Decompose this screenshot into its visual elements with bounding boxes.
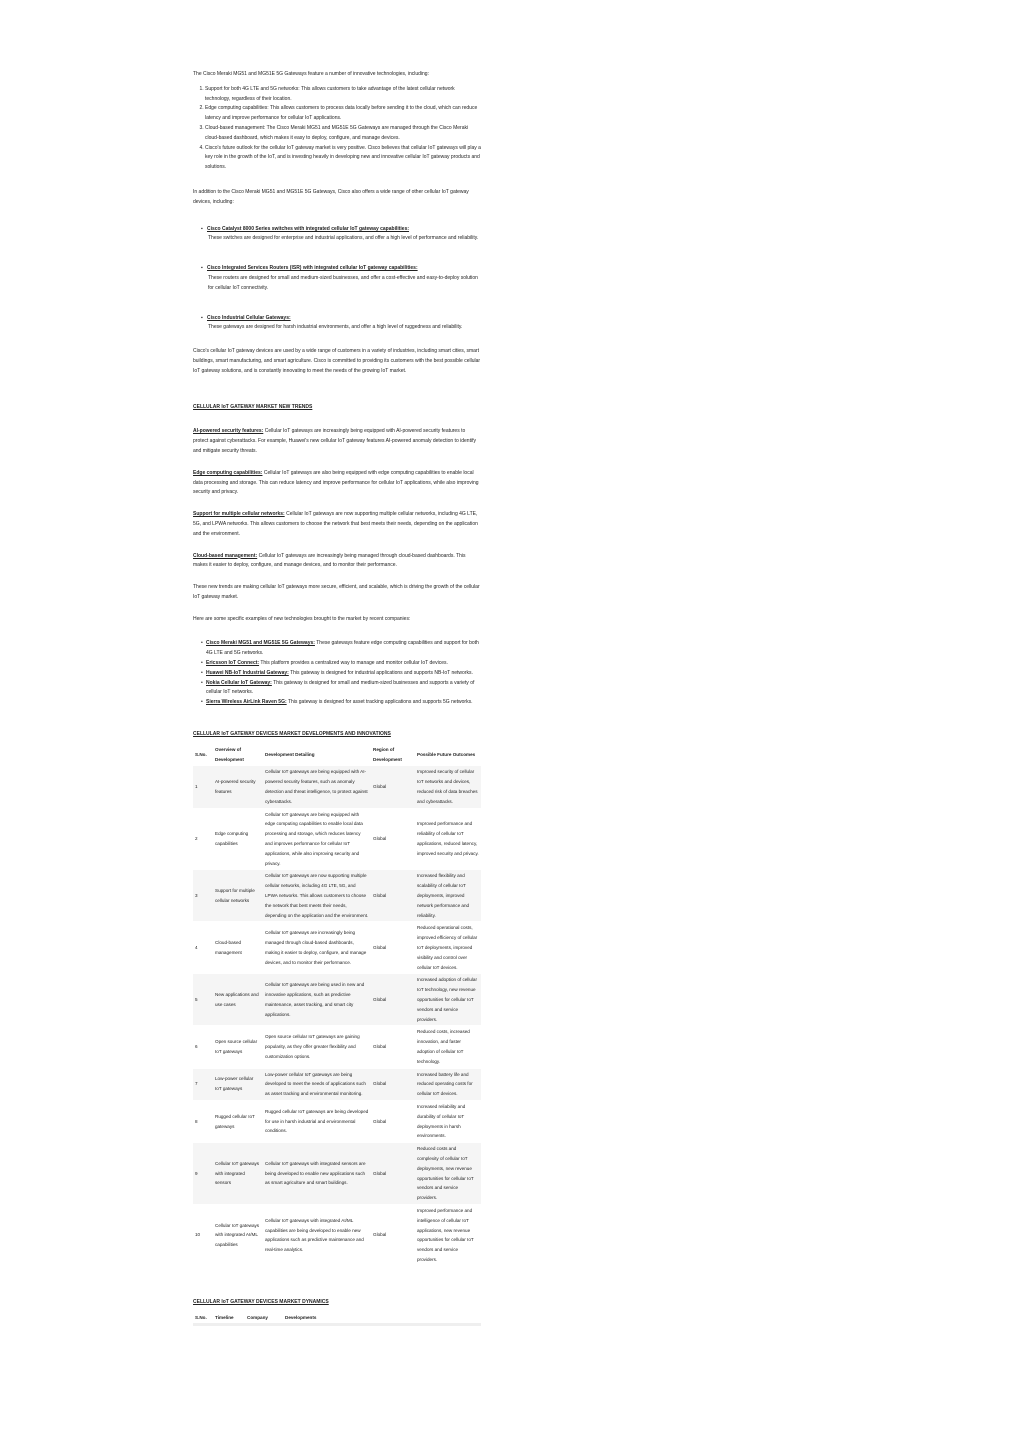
table-cell: Cellular IoT gateways are being equipped with AI-powered security features, such as anomaly detection and threat intelligence, to protect against cyberattacks.	[263, 766, 371, 808]
table-cell: Open source cellular IoT gateways are gaining popularity, as they offer greater flexibility and customization options.	[265, 1034, 360, 1059]
table-cell: Rugged cellular IoT gateways are being developed for use in harsh industrial and environmental conditions.	[265, 1108, 369, 1134]
product-block: ▪ Cisco Industrial Cellular Gateways: These gateways are designed for harsh industrial environments, and offer a high level of ruggedness and reliability.	[193, 314, 481, 334]
product-desc: These gateways are designed for harsh industrial environments, and offer a high level of ruggedness and reliability.	[208, 324, 463, 331]
list-item	[201, 639, 481, 659]
table-cell: Global	[373, 945, 387, 950]
table-cell: Low-power cellular IoT gateways are being developed to meet the needs of applications such as asset tracking and environmental monitoring.	[263, 1068, 371, 1100]
trends-heading: CELLULAR IoT GATEWAY MARKET NEW TRENDS	[193, 403, 313, 410]
example-name[interactable]: Sierra Wireless AirLink Raven 5G:	[206, 699, 287, 706]
table-cell: Edge computing capabilities	[215, 831, 249, 847]
column-header: Region of Development	[373, 746, 402, 762]
table-cell: Increased adoption of cellular IoT technology, new revenue opportunities for cellular IoT vendors and service providers.	[415, 974, 481, 1026]
table-cell: Increased flexibility and scalability of cellular IoT deployments, improved network performance and reliability.	[415, 870, 481, 922]
trend-paragraph	[193, 427, 481, 456]
list-item	[201, 679, 481, 699]
table-cell: Improved security of cellular IoT networks and devices, reduced risk of data breaches and cyberattacks.	[415, 766, 481, 808]
table-cell: Cellular IoT gateways with integrated AI/ML capabilities are being developed to enable new applications such as predictive maintenance and real-time analytics.	[265, 1217, 364, 1253]
table-row	[193, 1204, 481, 1265]
list-item: 3. Cloud-based management: The Cisco Meraki MG51 and MG51E 5G Gateways are managed through the Cisco Meraki cloud-based dashboard, which makes it easy to deploy, configure, and manage devices.	[205, 124, 481, 144]
table-cell: Increased reliability and durability of cellular IoT deployments in harsh environments.	[417, 1103, 466, 1139]
table-cell: 10	[195, 1232, 201, 1238]
column-header: Overview of Development	[215, 746, 244, 762]
trend-paragraph	[193, 552, 481, 572]
table-cell: Improved performance and reliability of cellular IoT applications, reduced latency, improved security and privacy.	[417, 821, 479, 856]
column-header: Timeline	[213, 1312, 245, 1325]
example-text: This gateway is designed for industrial applications and supports NB-IoT networks.	[288, 669, 473, 676]
trend-title: AI-powered security features:	[193, 428, 264, 435]
trend-title: Cloud-based management:	[193, 552, 258, 559]
features-list	[193, 85, 481, 173]
list-item: 1. Support for both 4G LTE and 5G networks: This allows customers to take advantage of the latest cellular network technology, regardless of their location.	[205, 85, 481, 105]
trend-text: Cellular IoT gateways are increasingly being equipped with AI-powered security features to protect against cyberattacks. For example, Huawei's new cellular IoT gateway features AI-powered anomaly detection to identify and mitigate security threats.	[193, 428, 476, 454]
table-cell: 9	[193, 1143, 213, 1205]
list-item	[201, 669, 481, 679]
table-cell: 4	[195, 945, 198, 950]
table-cell: 7	[193, 1068, 213, 1100]
table-cell: Open source cellular IoT gateways	[215, 1039, 258, 1054]
table-cell: Global	[371, 1143, 415, 1205]
column-header: Possible Future Outcomes	[417, 751, 476, 757]
example-text: This gateway is designed for asset tracking applications and supports 5G networks.	[286, 699, 473, 706]
table-row	[193, 1100, 481, 1142]
trend-title: Edge computing capabilities:	[193, 469, 263, 476]
table-row	[193, 1143, 481, 1205]
product-name[interactable]: Cisco Integrated Services Routers (ISR) with integrated cellular IoT gateway capabilities:	[207, 265, 418, 272]
table-cell: Reduced operational costs, improved efficiency of cellular IoT deployments, improved visibility and control over cellular IoT devices.	[417, 925, 478, 970]
intro-paragraph: The Cisco Meraki MG51 and MG51E 5G Gateways feature a number of innovative technologies, including:	[193, 71, 429, 77]
customers-paragraph: Cisco's cellular IoT gateway devices are used by a wide range of customers in a variety of industries, including smart cities, smart buildings, smart manufacturing, and smart agriculture. Cisco is committed to providing its customers with the best possible cellular IoT gateway solutions, and is constantly innovating to meet the needs of the growing IoT market.	[193, 348, 481, 374]
table-cell: Rugged cellular IoT gateways	[215, 1113, 255, 1129]
table-cell: 8	[195, 1118, 198, 1124]
table-cell: 5	[193, 974, 213, 1026]
developments-heading: CELLULAR IoT GATEWAY DEVICES MARKET DEVELOPMENTS AND INNOVATIONS	[193, 731, 391, 738]
developments-table	[193, 744, 481, 1266]
table-cell: Cellular IoT gateways with integrated AI/ML capabilities	[215, 1222, 260, 1248]
column-header: S.No.	[195, 751, 207, 757]
table-cell: Increased battery life and reduced operating costs for cellular IoT devices.	[415, 1068, 481, 1100]
addition-paragraph: In addition to the Cisco Meraki MG51 and MG51E 5G Gateways, Cisco also offers a wide range of other cellular IoT gateway devices, including:	[193, 188, 469, 205]
table-cell: Cellular IoT gateways with integrated sensors are being developed to enable new applications such as smart agriculture and smart buildings.	[263, 1143, 371, 1205]
document-body	[193, 70, 481, 1326]
table-cell: Cellular IoT gateways with integrated sensors	[213, 1143, 263, 1205]
table-cell: 6	[195, 1044, 198, 1050]
example-text: This gateway is designed for small and medium-sized businesses and supports a variety of cellular IoT networks.	[206, 679, 475, 696]
table-cell: 3	[193, 870, 213, 922]
example-name[interactable]: Ericsson IoT Connect:	[206, 660, 260, 667]
table-header-row	[193, 744, 481, 766]
example-text: These gateways feature edge computing capabilities and support for both 4G LTE and 5G networks.	[206, 640, 479, 657]
example-name[interactable]: Huawei NB-IoT Industrial Gateway:	[206, 669, 289, 676]
table-cell: Global	[371, 766, 415, 808]
trend-text: Cellular IoT gateways are increasingly being managed through cloud-based dashboards. This makes it easier to deploy, configure, and manage devices, and to monitor their performance.	[193, 552, 466, 569]
table-cell: Cellular IoT gateways are now supporting multiple cellular networks, including 4G LTE, 5G, and LPWA networks. This allows customers to choose the network that best meets their needs, depending on the application and the environment.	[263, 870, 371, 922]
product-block: ▪ Cisco Integrated Services Routers (ISR) with integrated cellular IoT gateway capabilities: These routers are designed for small and medium-sized businesses, and offer a cost-effective and easy-to-deploy solution for cellular IoT connectivity.	[193, 264, 481, 293]
example-name[interactable]: Nokia Cellular IoT Gateway:	[206, 679, 272, 686]
product-desc: These switches are designed for enterprise and industrial applications, and offer a high level of performance and reliability.	[208, 235, 479, 242]
example-text: This platform provides a centralized way to manage and monitor cellular IoT devices.	[259, 660, 448, 667]
examples-intro: Here are some specific examples of new technologies brought to the market by recent companies:	[193, 615, 411, 622]
table-row	[193, 1026, 481, 1068]
table-cell: Global	[373, 836, 387, 842]
column-header: Company	[245, 1312, 283, 1325]
list-item	[201, 659, 481, 669]
column-header: S.No.	[193, 1312, 213, 1325]
trend-title: Support for multiple cellular networks:	[193, 511, 285, 518]
product-name[interactable]: Cisco Catalyst 8000 Series switches with integrated cellular IoT gateway capabilities:	[207, 225, 410, 232]
table-cell: Global	[371, 1068, 415, 1100]
table-cell: Global	[371, 870, 415, 922]
table-row	[193, 922, 481, 974]
table-cell: Cellular IoT gateways are increasingly being managed through cloud-based dashboards, making it easier to deploy, configure, and manage devices, and to monitor their performance.	[265, 930, 367, 965]
product-desc: These routers are designed for small and medium-sized businesses, and offer a cost-effective and easy-to-deploy solution for cellular IoT connectivity.	[208, 274, 478, 291]
column-header: Developments	[283, 1312, 481, 1325]
dynamics-table	[193, 1312, 481, 1327]
table-row	[193, 808, 481, 870]
table-cell: Global	[373, 1118, 387, 1124]
table-cell: Reduced costs, increased innovation, and faster adoption of cellular IoT technology.	[417, 1029, 470, 1064]
trend-paragraph	[193, 469, 481, 498]
table-cell: Reduced costs and complexity of cellular IoT deployments, new revenue opportunities for cellular IoT vendors and service providers.	[415, 1143, 481, 1205]
table-cell: Low-power cellular IoT gateways	[213, 1068, 263, 1100]
trends-summary: These new trends are making cellular IoT gateways more secure, efficient, and scalable, which is driving the growth of the cellular IoT gateway market.	[193, 584, 480, 600]
table-cell: Cellular IoT gateways are being used in new and innovative applications, such as predictive maintenance, asset tracking, and smart city applications.	[263, 974, 371, 1026]
trend-text: Cellular IoT gateways are now supporting multiple cellular networks, including 4G LTE, 5G, and LPWA networks. This allows customers to choose the network that best meets their needs, depending on the application and the environment.	[193, 511, 478, 537]
table-row	[193, 974, 481, 1026]
table-row	[193, 766, 481, 808]
column-header: Development Detailing	[265, 751, 315, 757]
table-cell: Improved performance and intelligence of cellular IoT applications, new revenue opportunities for cellular IoT vendors and service providers.	[417, 1207, 474, 1262]
table-cell: Global	[373, 1044, 387, 1050]
trend-text: Cellular IoT gateways are also being equipped with edge computing capabilities to enable local data processing and storage. This can reduce latency and improve performance for cellular IoT applications, while also improving security and privacy.	[193, 469, 479, 496]
table-cell: Support for multiple cellular networks	[213, 870, 263, 922]
table-cell: New applications and use cases	[213, 974, 263, 1026]
table-cell: Global	[373, 1232, 387, 1238]
trend-paragraph	[193, 510, 481, 539]
table-header-row	[193, 1312, 481, 1325]
dynamics-heading: CELLULAR IoT GATEWAY DEVICES MARKET DYNAMICS	[193, 1298, 329, 1305]
table-cell: Cloud-based management	[215, 940, 242, 955]
table-cell: 2	[195, 836, 198, 842]
product-block: ▪ Cisco Catalyst 8000 Series switches with integrated cellular IoT gateway capabilities: These switches are designed for enterprise and industrial applications, and offer a high level of performance and reliability.	[193, 225, 481, 245]
example-name[interactable]: Cisco Meraki MG51 and MG51E 5G Gateways:	[206, 640, 315, 647]
list-item: 4. Cisco's future outlook for the cellular IoT gateway market is very positive. Cisco believes that cellular IoT gateways will play a key role in the growth of the IoT, and is investing heavily in developing new and innovative cellular IoT gateway products and solutions.	[205, 144, 481, 173]
list-item	[201, 698, 481, 708]
product-name[interactable]: Cisco Industrial Cellular Gateways:	[207, 314, 291, 321]
list-item: 2. Edge computing capabilities: This allows customers to process data locally before sending it to the cloud, which can reduce latency and improve performance for cellular IoT applications.	[205, 104, 481, 124]
table-row	[193, 870, 481, 922]
table-cell: 1	[193, 766, 213, 808]
table-cell: Global	[371, 974, 415, 1026]
table-cell: AI-powered security features	[213, 766, 263, 808]
table-row	[193, 1068, 481, 1100]
examples-list	[193, 639, 481, 708]
table-cell: Cellular IoT gateways are being equipped with edge computing capabilities to enable local data processing and storage, which reduces latency and improves performance for cellular IoT applications, while also improving security and privacy.	[265, 811, 363, 866]
